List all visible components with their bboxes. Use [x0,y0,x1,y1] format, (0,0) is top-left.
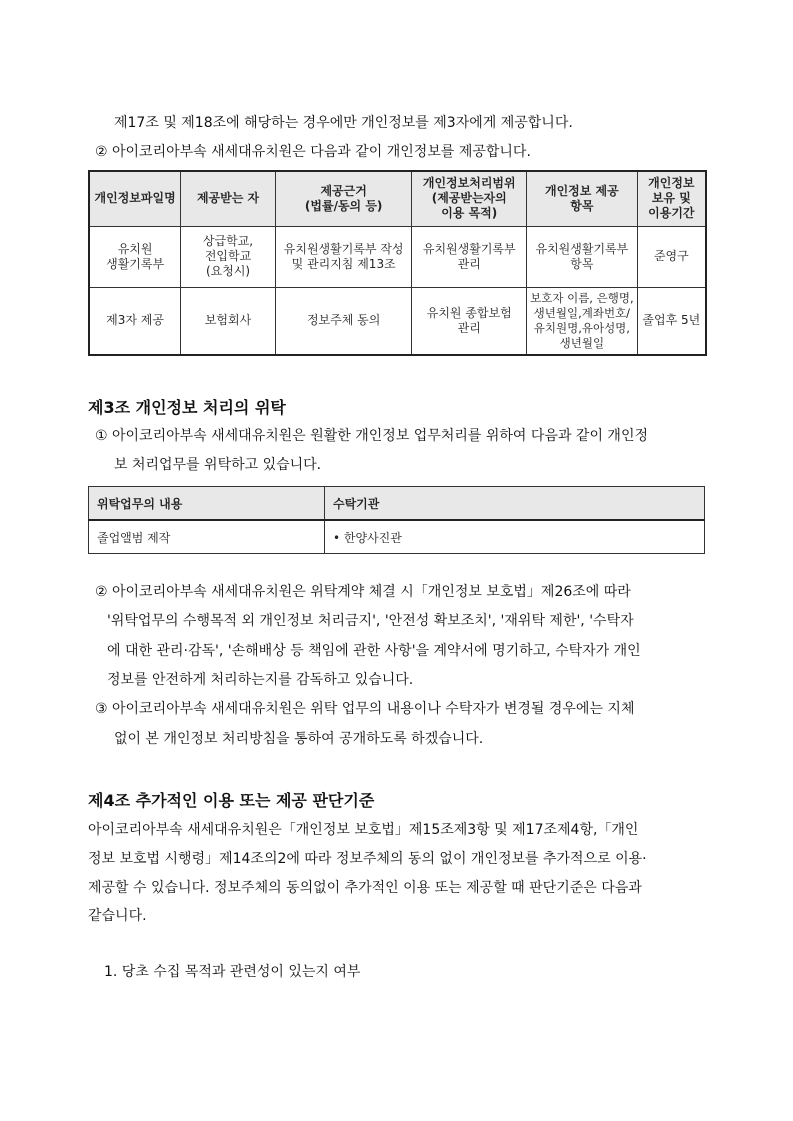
article-4-line4: 같습니다. [88,908,147,924]
header-scope: 개인정보처리범위 (제공받는자의 이용 목적) [422,176,516,221]
article-4-line1: 아이코리아부속 새세대유치원은「개인정보 보호법」제15조제3항 및 제17조제4항,「개인 [88,822,639,838]
table-row [89,287,706,355]
article-3-p1-line2: 보 처리업무를 위탁하고 있습니다. [114,457,322,473]
intro-line-1: 제17조 및 제18조에 해당하는 경우에만 개인정보를 제3자에게 제공합니다. [114,115,573,131]
table-row [89,520,705,554]
article-3-p2-line2: '위탁업무의 수행목적 외 개인정보 처리금지', '안전성 확보조치', '재위탁 제한', '수탁자 [107,613,634,629]
header-items: 개인정보 제공 항목 [544,183,619,213]
article-3-p2-line4: 정보를 안전하게 처리하는지를 감독하고 있습니다. [107,672,414,688]
article-4-item-1: 1. 당초 수집 목적과 관련성이 있는지 여부 [104,964,361,980]
article-4-line2: 정보 보호법 시행령」제14조의2에 따라 정보주체의 동의 없이 개인정보를 추가적으로 이용· [88,851,647,867]
cell-scope: 유치원 종합보험 관리 [412,287,527,355]
table-header [89,487,325,521]
intro-line-2: ② 아이코리아부속 새세대유치원은 다음과 같이 개인정보를 제공합니다. [95,144,531,160]
cell-task: 졸업앨범 제작 [89,520,325,554]
article-3-p3-line2: 없이 본 개인정보 처리방침을 통하여 공개하도록 하겠습니다. [114,731,484,747]
table-header [412,171,527,226]
header-file-name: 개인정보파일명 [94,191,176,206]
table-header [89,171,181,226]
table-header [637,171,706,226]
cell-file-name: 유치원 생활기록부 [89,226,181,287]
cell-basis: 정보주체 동의 [275,287,412,355]
table-header [527,171,638,226]
header-basis: 제공근거 (법률/동의 등) [304,183,383,213]
table-header [325,487,705,521]
header-retention: 개인정보 보유 및 이용기간 [648,176,695,221]
article-3-p1-line1: ① 아이코리아부속 새세대유치원은 원활한 개인정보 업무처리를 위하여 다음과 같이 개인정 [95,428,648,444]
cell-file-name: 제3자 제공 [89,287,181,355]
article-3-title: 제3조 개인정보 처리의 위탁 [88,398,286,417]
article-3-p2-line1: ② 아이코리아부속 새세대유치원은 위탁계약 체결 시「개인정보 보호법」제26조에 따라 [95,584,631,600]
table-header [275,171,412,226]
cell-contractor: • 한양사진관 [325,520,705,554]
article-4-title: 제4조 추가적인 이용 또는 제공 판단기준 [88,791,375,810]
header-recipient: 제공받는 자 [196,191,260,206]
header-contractor: 수탁기관 [333,496,380,511]
article-3-p3-line1: ③ 아이코리아부속 새세대유치원은 위탁 업무의 내용이나 수탁자가 변경될 경우에는 지체 [95,701,635,717]
cell-items: 유치원생활기록부 항목 [527,226,638,287]
third-party-provision-table [88,170,707,356]
outsourcing-table [88,486,705,554]
article-3-p2-line3: 에 대한 관리·감독', '손해배상 등 책임에 관한 사항'을 계약서에 명기하고, 수탁자가 개인 [107,643,641,659]
table-row [89,226,706,287]
table-header [181,171,276,226]
cell-retention: 준영구 [637,226,706,287]
cell-scope: 유치원생활기록부 관리 [412,226,527,287]
cell-basis: 유치원생활기록부 작성 및 관리지침 제13조 [275,226,412,287]
cell-recipient: 보험회사 [181,287,276,355]
article-4-line3: 제공할 수 있습니다. 정보주체의 동의없이 추가적인 이용 또는 제공할 때 판단기준은 다음과 [88,880,642,896]
header-task: 위탁업무의 내용 [97,496,183,511]
cell-recipient: 상급학교, 전입학교 (요청시) [181,226,276,287]
cell-retention: 졸업후 5년 [637,287,706,355]
cell-items: 보호자 이름, 은행명, 생년월일,계좌번호/ 유치원명,유아성명, 생년월일 [527,287,638,355]
